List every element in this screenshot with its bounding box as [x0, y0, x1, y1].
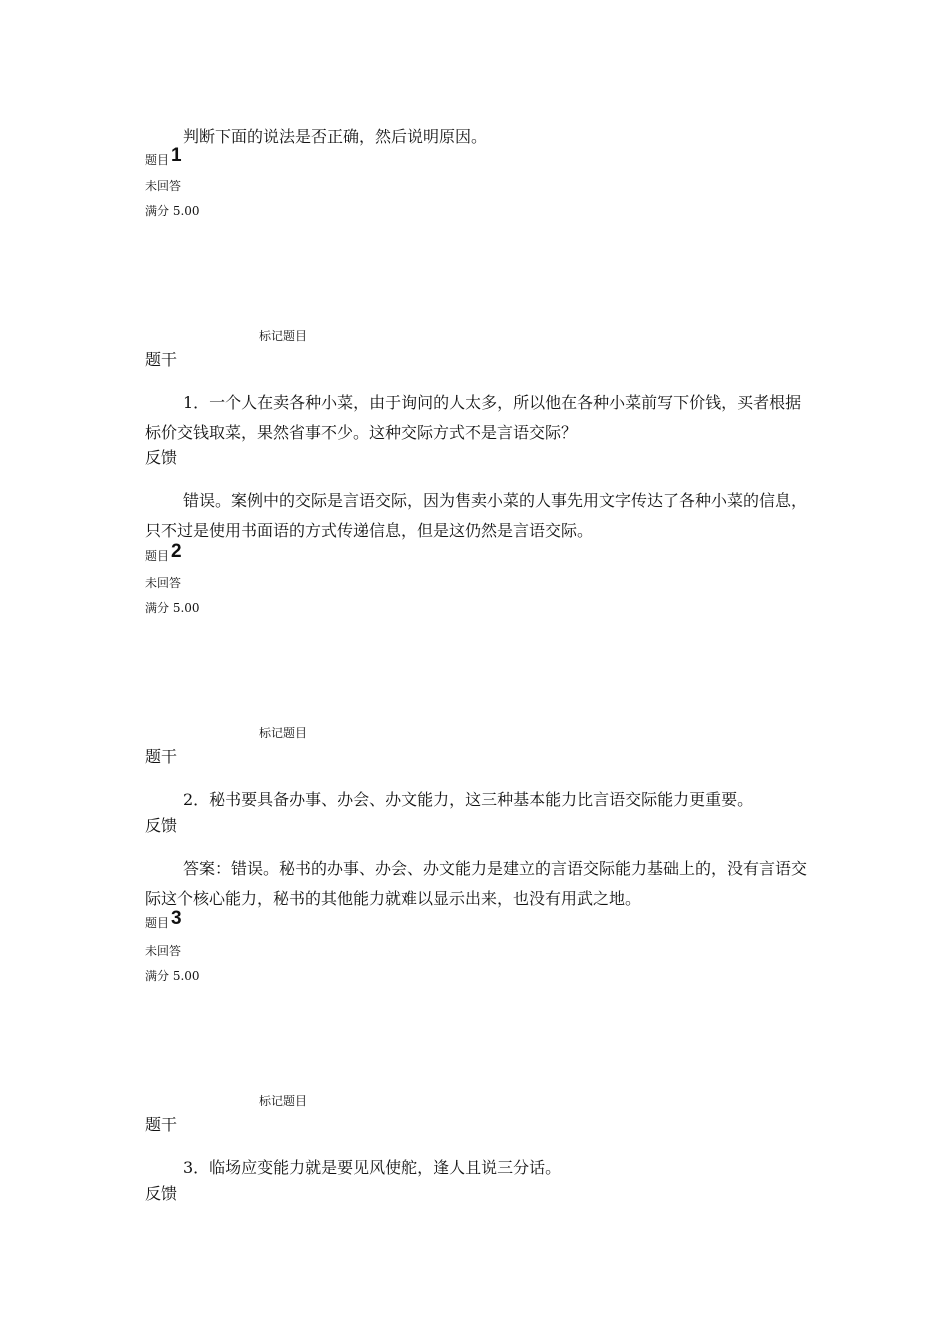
- question-3-flag-link[interactable]: 标记题目: [259, 1094, 308, 1108]
- question-1-stem-label: 题干: [145, 350, 178, 369]
- question-number: 2: [171, 541, 182, 562]
- question-1-header: [145, 145, 182, 170]
- question-number: 3: [171, 908, 182, 929]
- question-3-stem: 3．临场应变能力就是要见风使舵，逢人且说三分话。: [183, 1158, 562, 1177]
- question-3-feedback-label: 反馈: [145, 1184, 178, 1203]
- question-label: 题目: [145, 916, 170, 930]
- question-2-feedback-label: 反馈: [145, 816, 178, 835]
- question-3-header: [145, 908, 182, 933]
- question-1-stem: 1．一个人在卖各种小菜，由于询问的人太多，所以他在各种小菜前写下价钱，买者根据标价交钱取菜，果然省事不少。这种交际方式不是言语交际？: [145, 393, 802, 442]
- question-2-status: 未回答: [145, 576, 182, 590]
- instruction-text: 判断下面的说法是否正确，然后说明原因。: [183, 127, 488, 146]
- question-1-feedback: 错误。案例中的交际是言语交际，因为售卖小菜的人事先用文字传达了各种小菜的信息，只不过是使用书面语的方式传递信息，但是这仍然是言语交际。: [145, 491, 808, 540]
- question-1-status: 未回答: [145, 179, 182, 193]
- question-2-feedback: 答案：错误。秘书的办事、办会、办文能力是建立的言语交际能力基础上的，没有言语交际这个核心能力，秘书的其他能力就难以显示出来，也没有用武之地。: [145, 859, 808, 908]
- question-1-score: 满分 5.00: [145, 204, 200, 218]
- question-1-flag-link[interactable]: 标记题目: [259, 329, 308, 343]
- question-2-stem-label: 题干: [145, 747, 178, 766]
- question-2-score: 满分 5.00: [145, 601, 200, 615]
- question-3-stem-label: 题干: [145, 1115, 178, 1134]
- question-2-stem: 2．秘书要具备办事、办会、办文能力，这三种基本能力比言语交际能力更重要。: [183, 790, 754, 809]
- question-1-feedback-label: 反馈: [145, 448, 178, 467]
- question-2-header: [145, 541, 182, 566]
- question-3-score: 满分 5.00: [145, 969, 200, 983]
- question-number: 1: [171, 145, 182, 166]
- question-2-flag-link[interactable]: 标记题目: [259, 726, 308, 740]
- question-3-status: 未回答: [145, 944, 182, 958]
- question-label: 题目: [145, 549, 170, 563]
- question-label: 题目: [145, 153, 170, 167]
